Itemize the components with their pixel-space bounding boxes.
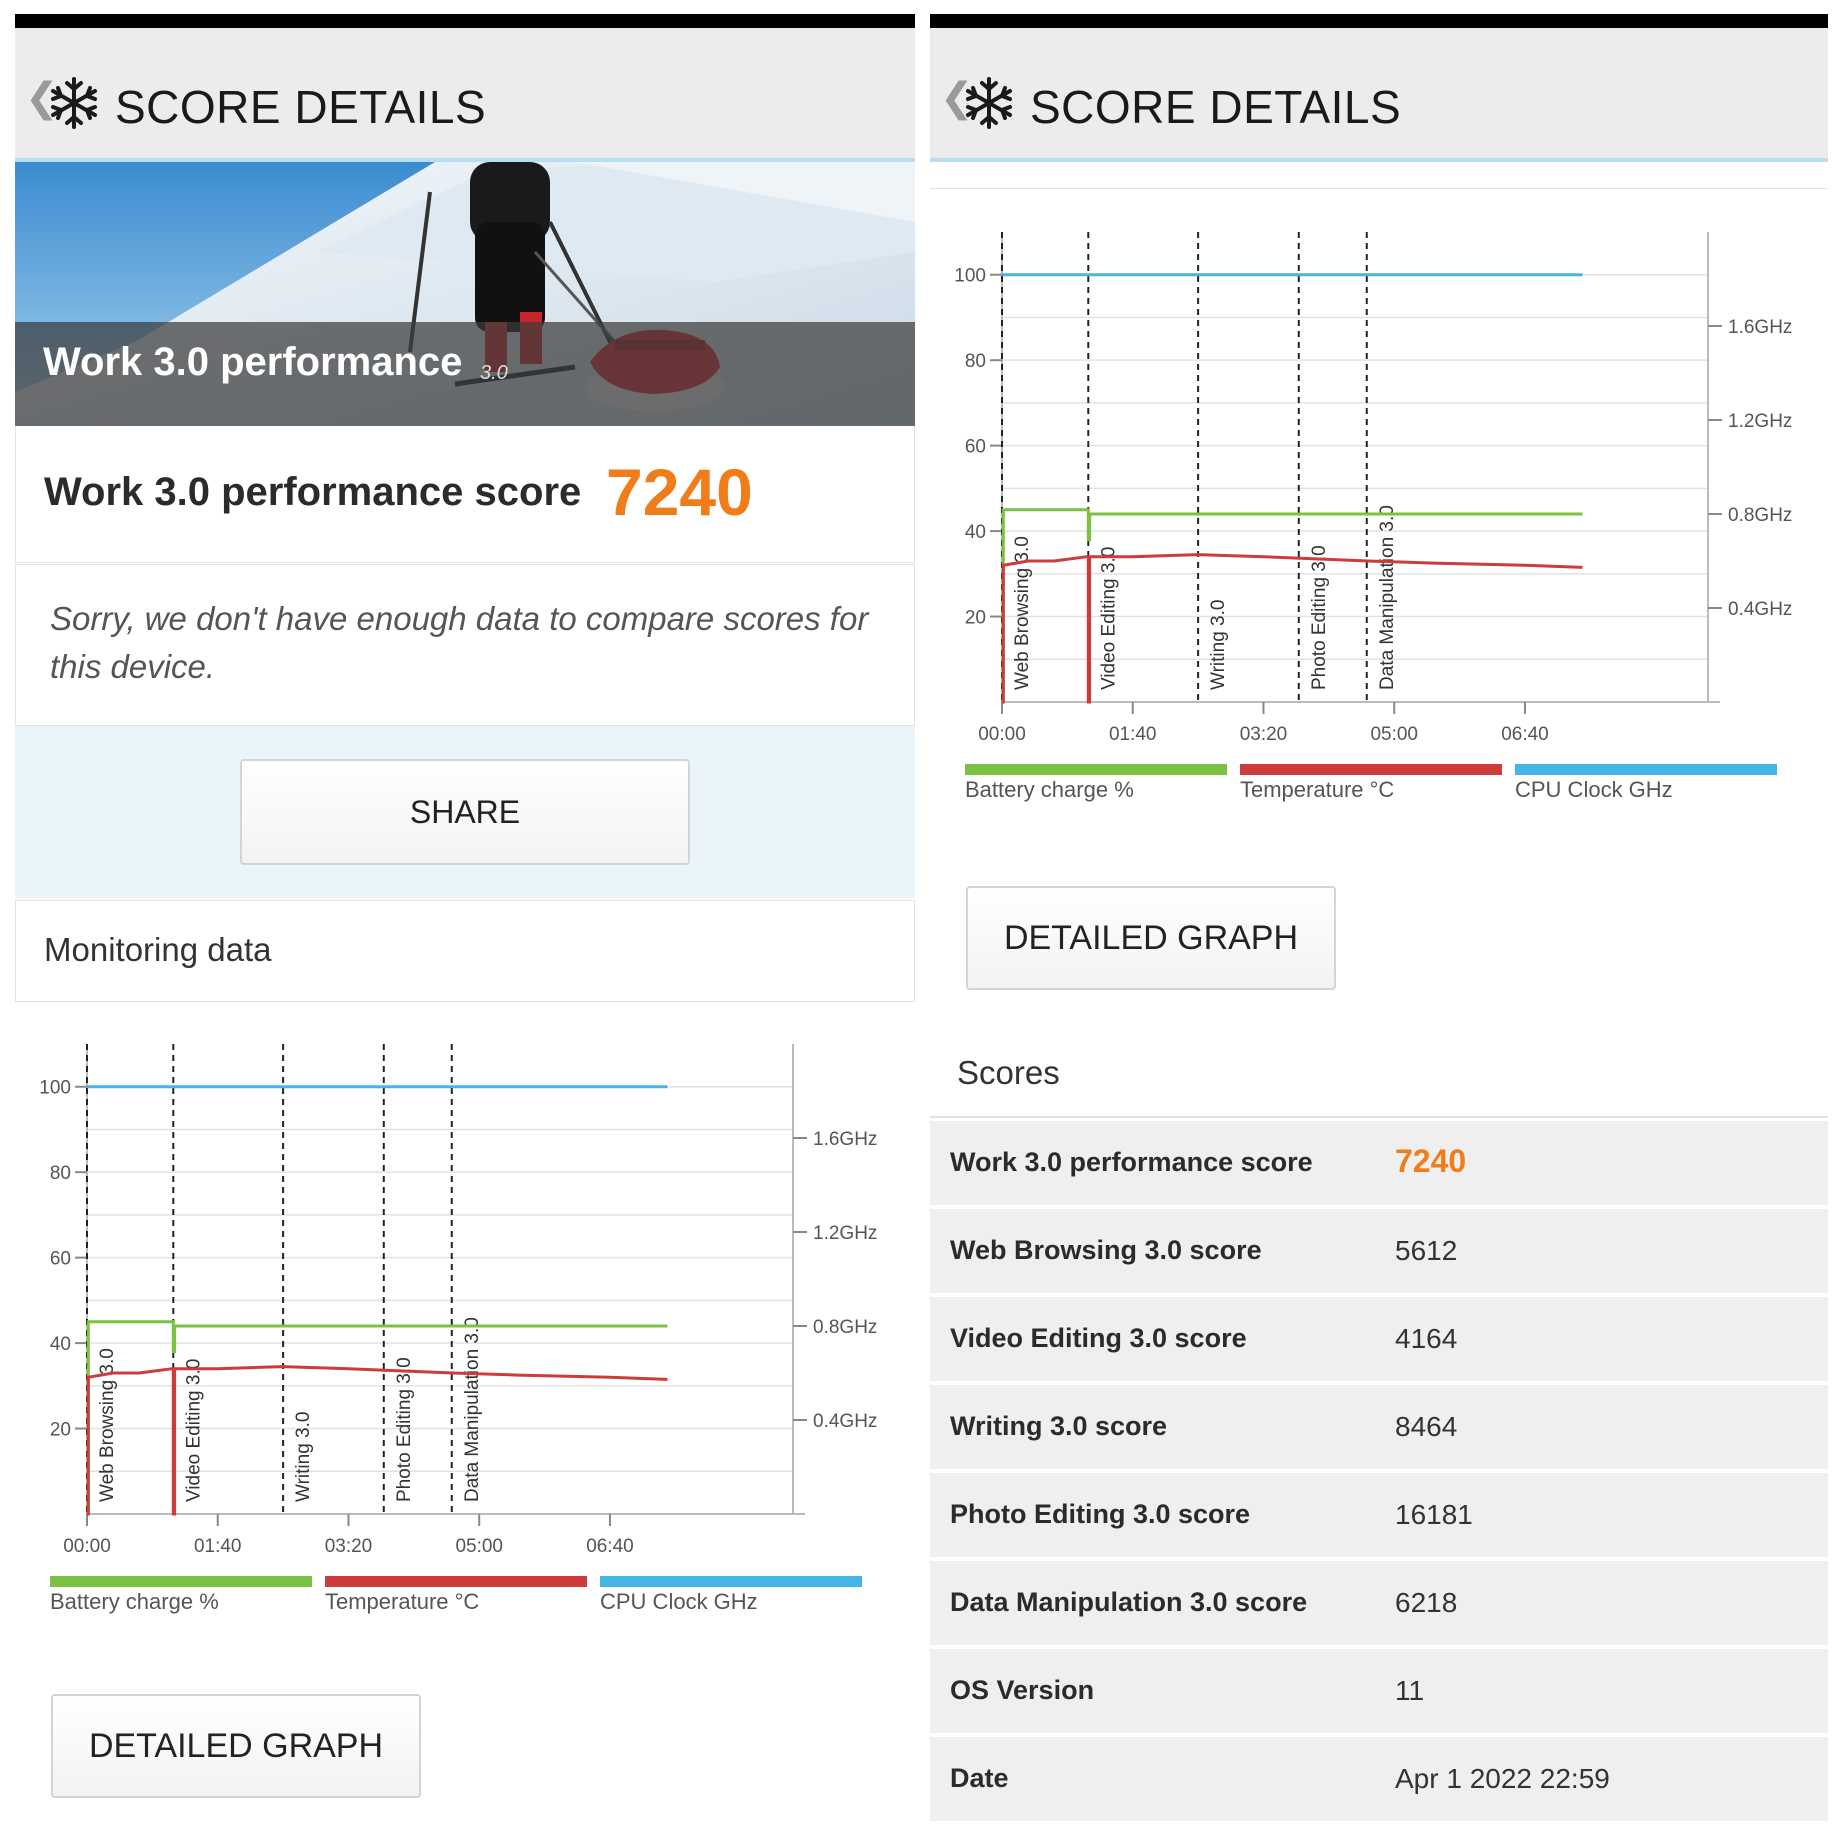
x-tick-label: 06:40 bbox=[586, 1536, 634, 1557]
y-right-tick-label: 0.4GHz bbox=[1728, 599, 1793, 620]
scores-table bbox=[930, 1121, 1828, 1825]
legend-label: Temperature °C bbox=[1240, 777, 1395, 802]
score-row-value: 5612 bbox=[1395, 1235, 1458, 1266]
x-tick-label: 01:40 bbox=[1108, 724, 1157, 745]
hero-banner bbox=[15, 162, 915, 426]
monitoring-header bbox=[15, 900, 915, 1002]
detailed-graph-button[interactable]: DETAILED GRAPH bbox=[51, 1694, 421, 1798]
y-tick-label: 60 bbox=[964, 436, 986, 458]
phase-label: Data Manipulation 3.0 bbox=[1376, 505, 1398, 690]
phase-label: Web Browsing 3.0 bbox=[1012, 536, 1033, 690]
snowflake-icon bbox=[47, 76, 101, 130]
y-tick-label: 100 bbox=[39, 1077, 71, 1099]
y-right-tick-label: 0.8GHz bbox=[1728, 505, 1793, 526]
score-row-value: 7240 bbox=[1395, 1143, 1467, 1179]
y-tick-label: 100 bbox=[954, 265, 986, 287]
score-row-label: Web Browsing 3.0 score bbox=[950, 1235, 1262, 1265]
score-row bbox=[930, 1737, 1828, 1821]
legend-swatch bbox=[1240, 764, 1502, 775]
x-tick-label: 05:00 bbox=[1370, 724, 1418, 745]
score-row-label: Date bbox=[950, 1763, 1009, 1793]
detailed-graph-button[interactable]: DETAILED GRAPH bbox=[966, 886, 1336, 990]
status-bar bbox=[930, 14, 1828, 28]
share-area bbox=[15, 726, 915, 898]
phase-label: Photo Editing 3.0 bbox=[1308, 545, 1330, 690]
score-row-value: 8464 bbox=[1395, 1411, 1458, 1442]
score-row-label: Video Editing 3.0 score bbox=[950, 1323, 1247, 1353]
app-header bbox=[930, 28, 1828, 162]
y-right-tick-label: 1.2GHz bbox=[813, 1223, 878, 1244]
y-tick-label: 20 bbox=[49, 1419, 71, 1441]
score-row-value: 4164 bbox=[1395, 1323, 1458, 1354]
legend-label: Battery charge % bbox=[50, 1589, 219, 1614]
score-row bbox=[930, 1121, 1828, 1205]
chart-svg bbox=[930, 202, 1828, 802]
score-row bbox=[930, 1561, 1828, 1645]
share-button[interactable]: SHARE bbox=[240, 759, 690, 865]
score-row-label: Data Manipulation 3.0 score bbox=[950, 1587, 1308, 1617]
page-title: SCORE DETAILS bbox=[115, 81, 487, 133]
monitoring-title: Monitoring data bbox=[44, 931, 272, 968]
score-row-label: Work 3.0 performance score bbox=[950, 1147, 1313, 1177]
score-row bbox=[930, 1385, 1828, 1469]
legend-swatch bbox=[600, 1576, 862, 1587]
score-row bbox=[930, 1649, 1828, 1733]
phase-label: Writing 3.0 bbox=[1208, 599, 1230, 690]
scores-header bbox=[930, 1034, 1828, 1118]
hero-version-label: 3.0 bbox=[480, 362, 508, 384]
monitoring-chart bbox=[15, 1014, 915, 1614]
back-chevron-icon[interactable]: ❮ bbox=[940, 76, 974, 120]
score-value: 7240 bbox=[606, 455, 753, 529]
y-tick-label: 20 bbox=[964, 607, 986, 629]
x-tick-label: 00:00 bbox=[63, 1536, 111, 1557]
score-row-label: Photo Editing 3.0 score bbox=[950, 1499, 1251, 1529]
series-line bbox=[87, 1367, 668, 1514]
y-right-tick-label: 1.2GHz bbox=[1728, 411, 1793, 432]
score-row bbox=[930, 1473, 1828, 1557]
score-row-value: 11 bbox=[1395, 1675, 1425, 1706]
hero-title: Work 3.0 performance bbox=[43, 340, 463, 384]
series-line bbox=[1002, 555, 1583, 702]
snowflake-icon bbox=[962, 76, 1016, 130]
score-label: Work 3.0 performance score bbox=[44, 470, 582, 514]
comparison-notice: Sorry, we don't have enough data to compare scores for this device. bbox=[50, 600, 869, 685]
score-card bbox=[15, 426, 915, 563]
phase-label: Video Editing 3.0 bbox=[1098, 546, 1120, 690]
x-tick-label: 01:40 bbox=[193, 1536, 242, 1557]
back-chevron-icon[interactable]: ❮ bbox=[25, 76, 59, 120]
legend-swatch bbox=[965, 764, 1227, 775]
phase-label: Writing 3.0 bbox=[293, 1411, 315, 1502]
score-row-value: 6218 bbox=[1395, 1587, 1458, 1618]
legend-label: CPU Clock GHz bbox=[1515, 777, 1673, 802]
y-right-tick-label: 0.4GHz bbox=[813, 1411, 878, 1432]
x-tick-label: 03:20 bbox=[324, 1536, 373, 1557]
chart-svg bbox=[15, 1014, 915, 1614]
score-row bbox=[930, 1209, 1828, 1293]
app-header bbox=[15, 28, 915, 162]
y-right-tick-label: 1.6GHz bbox=[1728, 317, 1793, 338]
score-row-label: OS Version bbox=[950, 1675, 1095, 1705]
legend-swatch bbox=[50, 1576, 312, 1587]
left-screen bbox=[15, 14, 915, 1833]
scores-title: Scores bbox=[957, 1054, 1060, 1091]
score-row-label: Writing 3.0 score bbox=[950, 1411, 1168, 1441]
legend-label: CPU Clock GHz bbox=[600, 1589, 758, 1614]
score-row bbox=[930, 1297, 1828, 1381]
legend-label: Temperature °C bbox=[325, 1589, 480, 1614]
monitoring-chart bbox=[930, 202, 1828, 802]
phase-label: Data Manipulation 3.0 bbox=[461, 1317, 483, 1502]
x-tick-label: 03:20 bbox=[1239, 724, 1288, 745]
comparison-notice-card bbox=[15, 564, 915, 726]
phase-label: Photo Editing 3.0 bbox=[393, 1357, 415, 1502]
phase-label: Web Browsing 3.0 bbox=[97, 1348, 118, 1502]
x-tick-label: 05:00 bbox=[455, 1536, 503, 1557]
legend-label: Battery charge % bbox=[965, 777, 1134, 802]
y-right-tick-label: 1.6GHz bbox=[813, 1129, 878, 1150]
y-tick-label: 60 bbox=[49, 1248, 71, 1270]
status-bar bbox=[15, 14, 915, 28]
legend-swatch bbox=[325, 1576, 587, 1587]
card-divider bbox=[930, 164, 1828, 189]
y-tick-label: 80 bbox=[49, 1163, 71, 1185]
y-right-tick-label: 0.8GHz bbox=[813, 1317, 878, 1338]
x-tick-label: 06:40 bbox=[1501, 724, 1549, 745]
score-row-value: 16181 bbox=[1395, 1499, 1473, 1530]
score-row-value: Apr 1 2022 22:59 bbox=[1395, 1763, 1610, 1794]
legend-swatch bbox=[1515, 764, 1777, 775]
y-tick-label: 80 bbox=[964, 351, 986, 373]
right-screen bbox=[930, 14, 1828, 1833]
x-tick-label: 00:00 bbox=[978, 724, 1026, 745]
page-title: SCORE DETAILS bbox=[1030, 81, 1402, 133]
y-tick-label: 40 bbox=[49, 1334, 71, 1356]
y-tick-label: 40 bbox=[964, 522, 986, 544]
phase-label: Video Editing 3.0 bbox=[183, 1358, 205, 1502]
